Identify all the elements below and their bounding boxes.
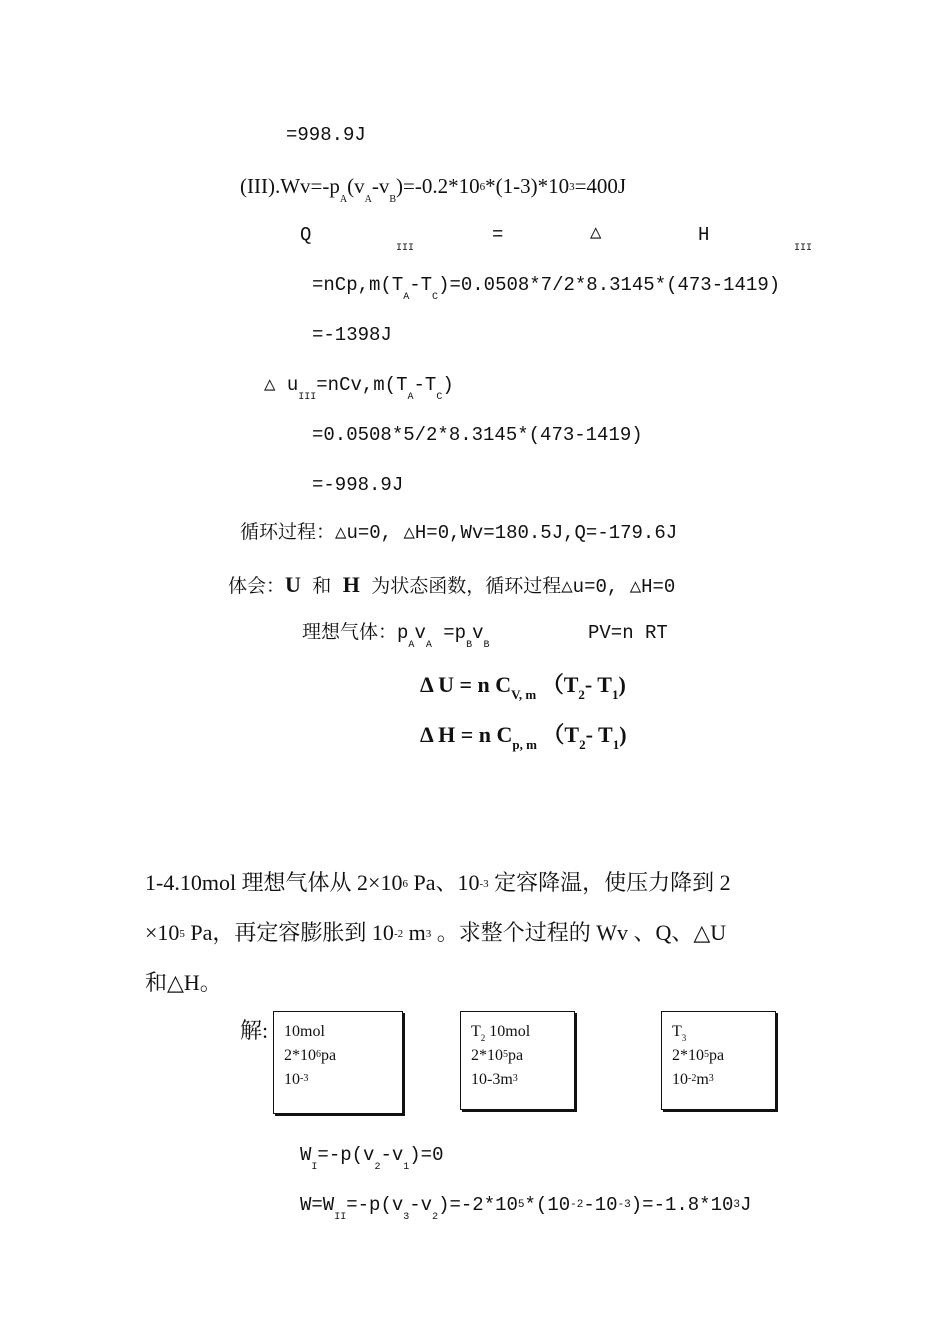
h-label: H	[698, 224, 710, 246]
state-box-2	[460, 1011, 575, 1110]
problem-line-1: 1-4.10mol 理想气体从 $2\times 10^6$ Pa、$10^{-3}$ 定容降温，使压力降到 2	[145, 870, 731, 895]
state-3-volume: $10^{-2}m^3$	[672, 1071, 714, 1088]
delta-h-formula: Δ H = n $C_{p, m}$ （$T_2-$ $T_1$)	[420, 722, 627, 752]
work-ii-equation: $W=W_{II}=-p(v_3-v_2)=-2*10^5*(10^{-2}-10^{-3})=-1.8*10^3J$	[300, 1194, 752, 1223]
ideal-gas-line: 理想气体：$p_Av_A =p_Bv_B$	[302, 622, 490, 651]
internal-energy-calc: =0.0508*5/2*8.3145*(473-1419)	[312, 424, 643, 446]
internal-energy-equation: △ $u_{III}=nCv,m(T_A-T_C)$	[264, 374, 454, 403]
delta-u-formula: Δ U = n $C_{V, m}$ （$T_2-$ $T_1$)	[420, 672, 626, 702]
internal-energy-result: =-998.9J	[312, 474, 404, 496]
enthalpy-calc: $=nCp,m(T_A-T_C)=0.0508*7/2*8.3145*(473-1419)$	[312, 274, 781, 303]
equals-sign: =	[492, 224, 504, 246]
insight-line: 体会：U 和 H 为状态函数，循环过程△u=0, △H=0	[228, 572, 676, 598]
delta-symbol: △	[590, 222, 602, 244]
cycle-summary: 循环过程：△u=0, △H=0,Wv=180.5J,Q=-179.6J	[240, 522, 678, 544]
enthalpy-result: =-1398J	[312, 324, 392, 346]
state-3-temp: $T_3$	[672, 1023, 687, 1043]
h-sub: III	[794, 243, 813, 254]
q-label: Q	[300, 224, 312, 246]
state-box-1	[273, 1011, 403, 1114]
solution-label: 解:	[240, 1018, 269, 1043]
state-1-volume: $10^{-3}$	[284, 1071, 309, 1088]
state-2-pressure: $2*10^5pa$	[471, 1047, 524, 1064]
state-2-temp: $T_2$ 10mol	[471, 1023, 531, 1043]
problem-line-3: 和△H。	[145, 970, 222, 995]
state-box-3	[661, 1011, 776, 1110]
state-2-volume: $10-3m^3$	[471, 1071, 518, 1088]
state-3-pressure: $2*10^5pa$	[672, 1047, 725, 1064]
ideal-gas-law: PV=n RT	[588, 622, 668, 644]
state-1-pressure: $2*10^6pa$	[284, 1047, 337, 1064]
q-sub: III	[396, 243, 415, 254]
problem-line-2: $\times 10^5$ Pa，再定容膨胀到 $10^{-2}$ $m^3$ 。求整个过程的 Wv 、Q、△U	[145, 920, 727, 945]
work-i-equation: $W_I=-p(v_2-v_1)=0$	[300, 1144, 444, 1173]
result-line-1: =998.9J	[286, 124, 366, 146]
state-1-amount: 10mol	[284, 1023, 325, 1040]
work-iii-equation: $(III).Wv=-p_A(v_A-v_B)=-0.2*10^6*(1-3)*10^3=400J$	[240, 174, 627, 205]
